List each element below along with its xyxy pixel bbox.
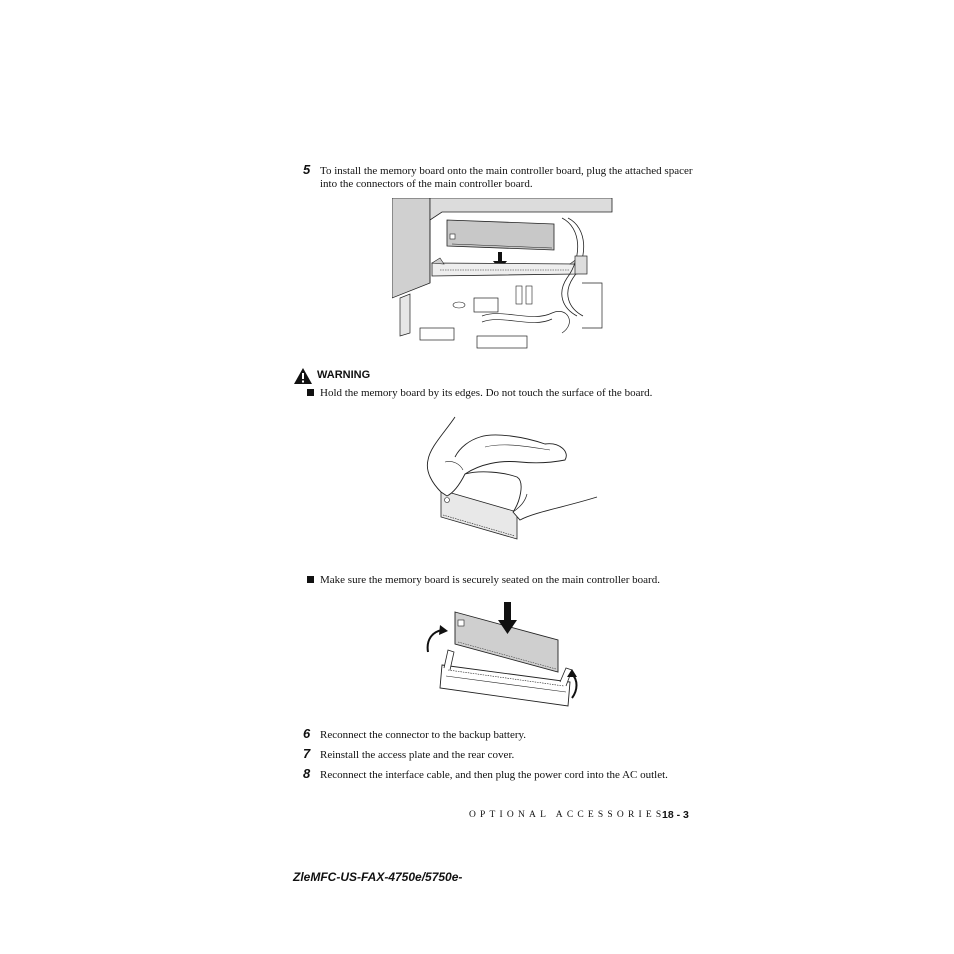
board-seated-illustration (420, 600, 585, 710)
step-7-text: Reinstall the access plate and the rear cover. (320, 749, 515, 761)
footer-page-number: 18 - 3 (662, 809, 689, 821)
step-6-number: 6 (303, 726, 311, 741)
document-id: ZleMFC-US-FAX-4750e/5750e- (293, 870, 463, 884)
warning-triangle-icon (293, 367, 313, 385)
warning-bullet-1-text: Hold the memory board by its edges. Do not touch the surface of the board. (320, 387, 653, 399)
step-5-text: To install the memory board onto the main controller board, plug the attached spacer into the connectors of the main controller board. (320, 165, 693, 190)
hand-holding-board-illustration (425, 412, 600, 542)
step-7-number: 7 (303, 746, 311, 761)
bullet-marker (307, 389, 314, 396)
bullet-marker (307, 576, 314, 583)
step-5-number: 5 (303, 162, 311, 177)
controller-board-illustration (392, 198, 613, 349)
footer-section-title: OPTIONAL ACCESSORIES (469, 810, 666, 820)
step-8-number: 8 (303, 766, 311, 781)
step-8-text: Reconnect the interface cable, and then plug the power cord into the AC outlet. (320, 769, 668, 781)
step-6-text: Reconnect the connector to the backup battery. (320, 729, 527, 741)
warning-bullet-2-text: Make sure the memory board is securely seated on the main controller board. (320, 574, 660, 586)
warning-title: WARNING (317, 369, 371, 381)
